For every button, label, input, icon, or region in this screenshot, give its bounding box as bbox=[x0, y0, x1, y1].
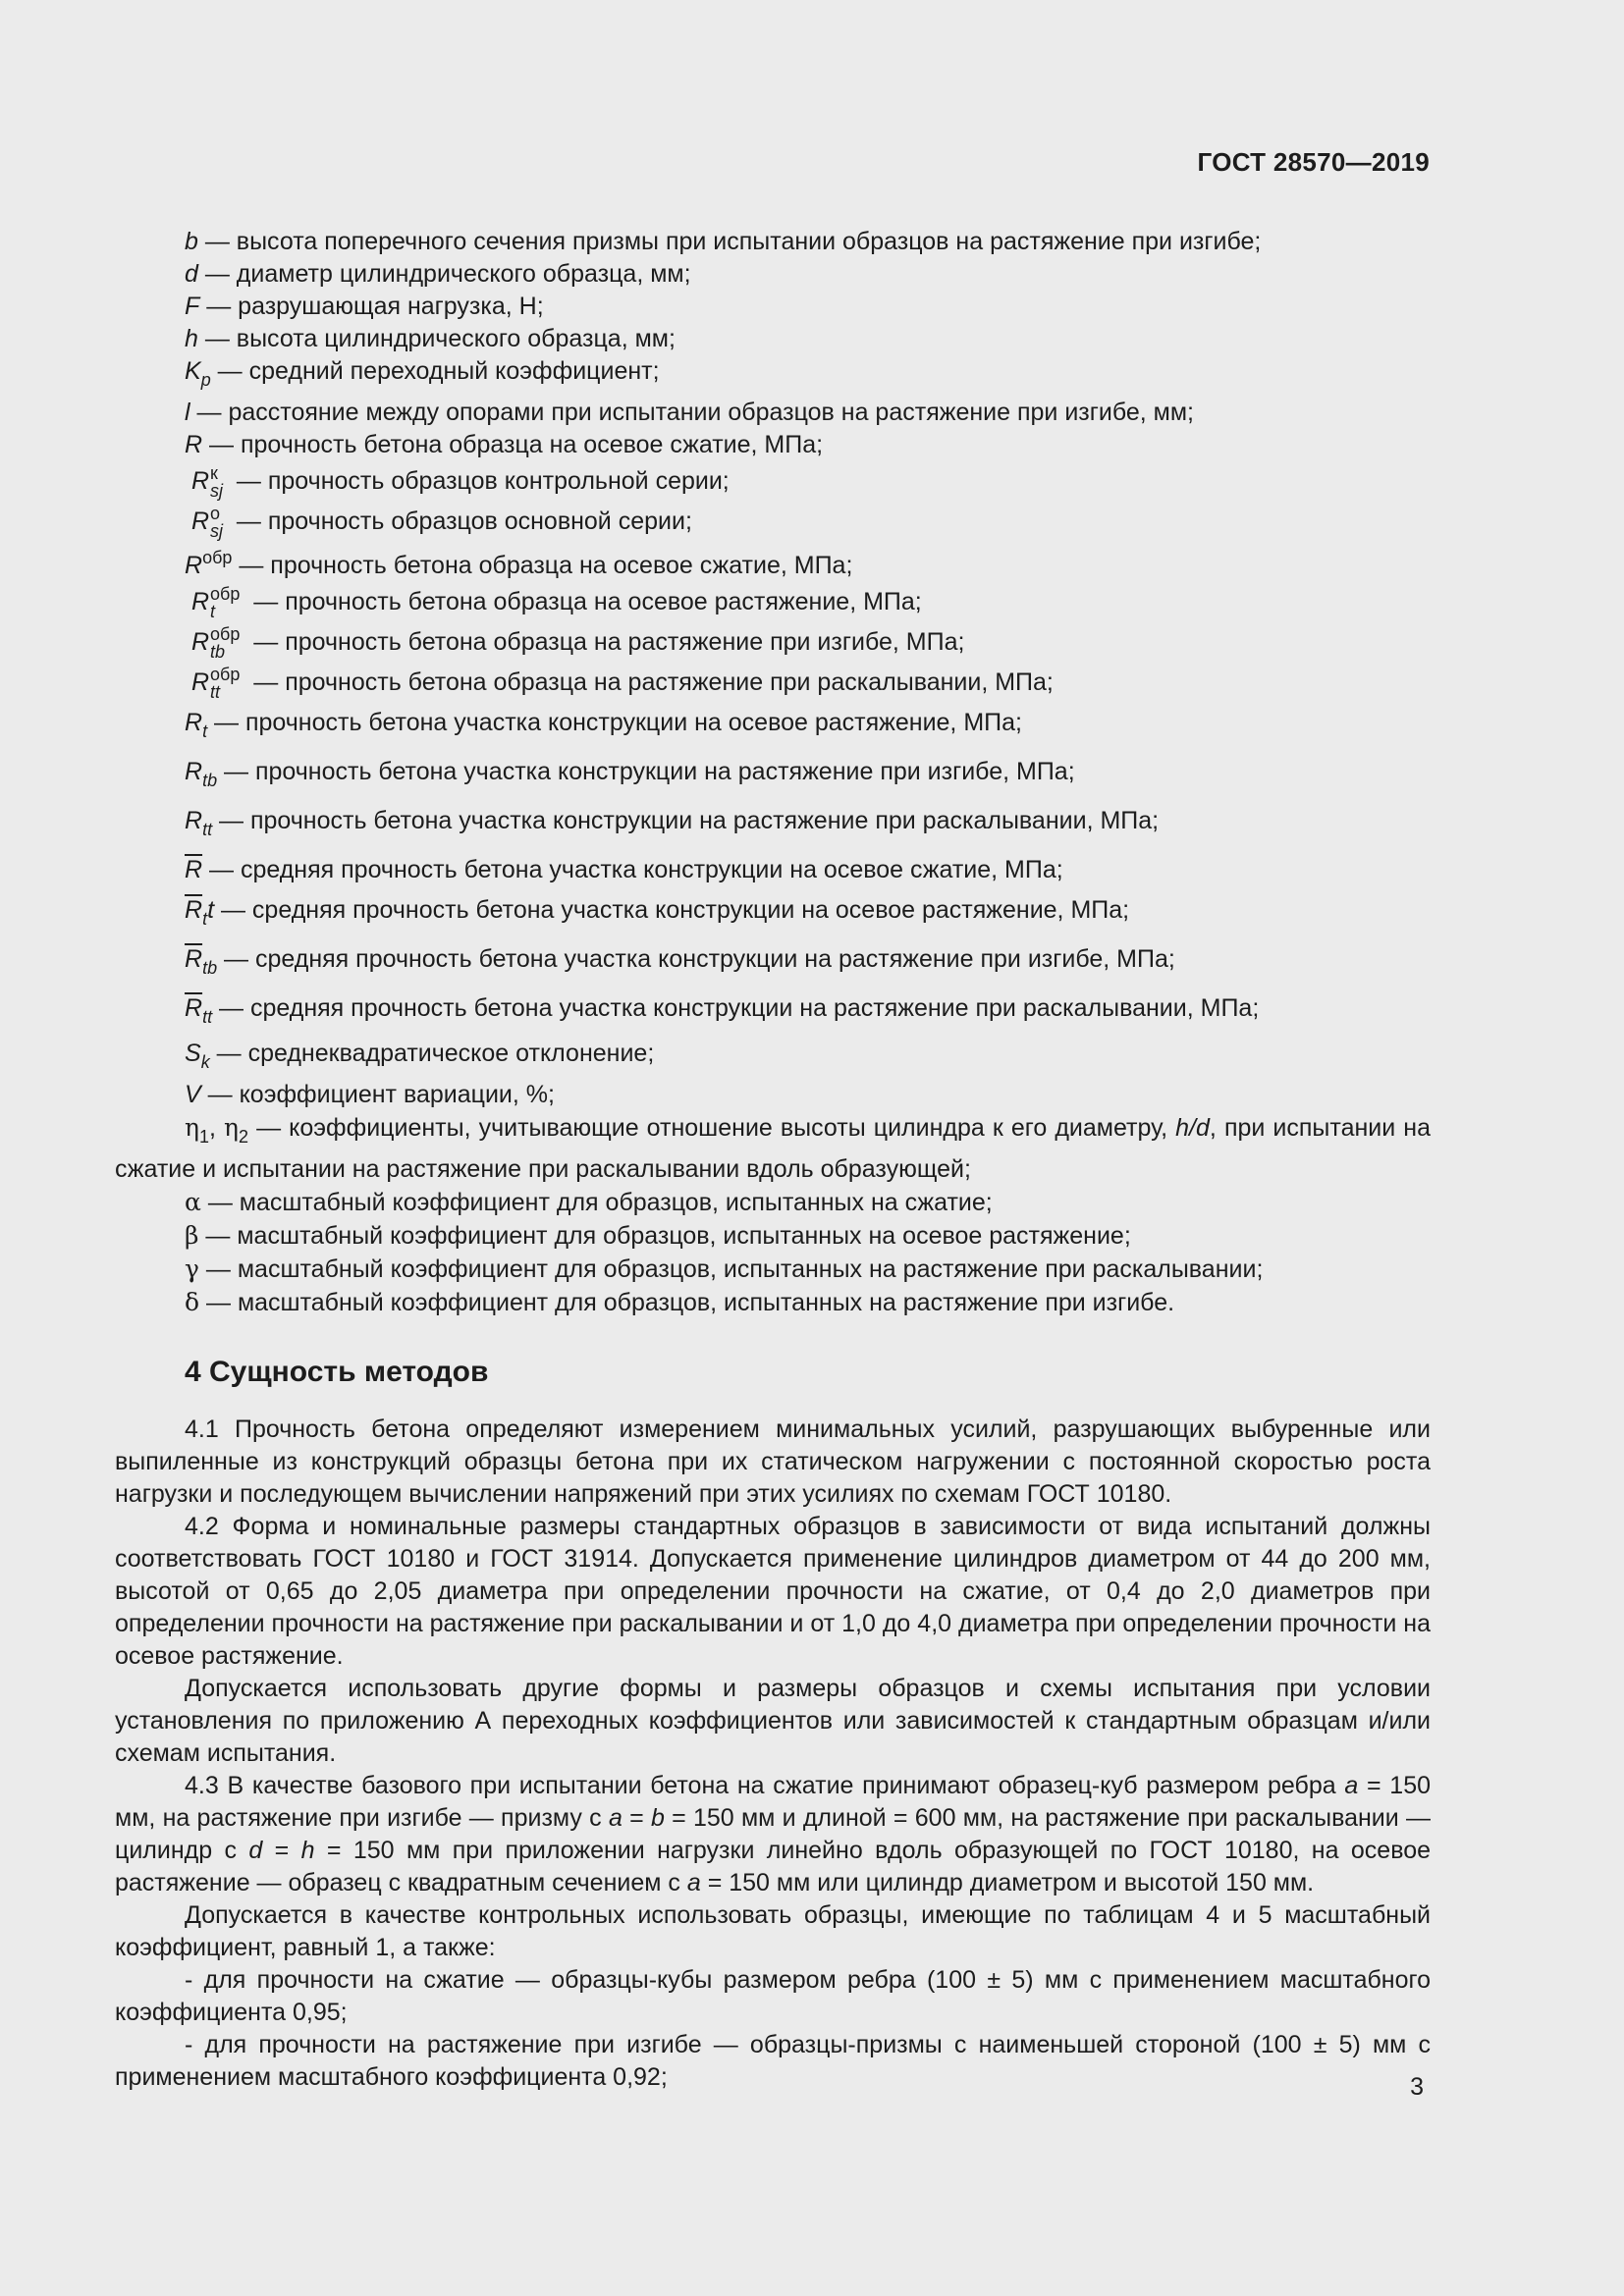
definition-Rtb-mean: $\overline{R}_{tb}$ — средняя прочность бетона участка конструкции на растяжение при изгибе, МПа; bbox=[185, 945, 1175, 978]
document-body bbox=[115, 226, 1431, 2094]
definition-Rt-obr: R обр t — прочность бетона образца на осевое растяжение, МПа; bbox=[190, 584, 922, 622]
list-item-bending: - для прочности на растяжение при изгибе — образцы-призмы с наименьшей стороной (100 ± 5) мм с применением масштабного коэффициента 0,92; bbox=[115, 2031, 1431, 2091]
definition-Rsj-main: R о sj — прочность образцов основной серии; bbox=[190, 504, 692, 542]
document-header: ГОСТ 28570—2019 bbox=[1197, 147, 1430, 177]
definition-V: V — коэффициент вариации, %; bbox=[185, 1081, 555, 1108]
definition-R-mean: $\overline{R}$ — средняя прочность бетона участка конструкции на осевое сжатие, МПа; bbox=[185, 856, 1063, 883]
definition-Rsj-control: R к sj — прочность образцов контрольной серии; bbox=[190, 463, 730, 502]
definition-l: l — расстояние между опорами при испытании образцов на растяжение при изгибе, мм; bbox=[185, 399, 1194, 426]
definition-beta: β — масштабный коэффициент для образцов, испытанных на осевое растяжение; bbox=[185, 1221, 1131, 1250]
definition-Rtb: $R_{tb}$ — прочность бетона участка конструкции на растяжение при изгибе, МПа; bbox=[185, 758, 1075, 790]
paragraph-4-3-note: Допускается в качестве контрольных использовать образцы, имеющие по таблицам 4 и 5 масштабный коэффициент, равный 1, а также: bbox=[115, 1901, 1431, 1961]
definition-Rtt-obr: R обр tt — прочность бетона образца на растяжение при раскалывании, МПа; bbox=[190, 665, 1054, 703]
definition-F: F — разрушающая нагрузка, Н; bbox=[185, 293, 544, 320]
definition-alpha: α — масштабный коэффициент для образцов, испытанных на сжатие; bbox=[185, 1188, 993, 1216]
paragraph-4-2-note: Допускается использовать другие формы и размеры образцов и схемы испытания при условии установления по приложению А переходных коэффициентов или зависимостей к стандартным образцам и/или схемам испытания. bbox=[115, 1675, 1431, 1767]
paragraph-4-2: 4.2 Форма и номинальные размеры стандартных образцов в зависимости от вида испытаний должны соответствовать ГОСТ 10180 и ГОСТ 31914. Допускается применение цилиндров диаметром от 44 до 200 мм, высотой от 0,65 до 2,05 диаметра при определении прочности на сжатие, от 0,4 до 2,0 диаметров при определении прочности на растяжение при раскалывании и от 1,0 до 4,0 диаметра при определении прочности на осевое растяжение. bbox=[115, 1513, 1431, 1670]
definition-Rtt-mean: $\overline{R}_{tt}$ — средняя прочность бетона участка конструкции на растяжение при раскалывании, МПа; bbox=[185, 994, 1260, 1027]
page-number: 3 bbox=[1410, 2073, 1424, 2101]
definition-Rt: $R_t$ — прочность бетона участка конструкции на осевое растяжение, МПа; bbox=[185, 709, 1022, 741]
definition-Sk: $S_k$ — среднеквадратическое отклонение; bbox=[185, 1040, 655, 1072]
definition-R: R — прочность бетона образца на осевое сжатие, МПа; bbox=[185, 431, 824, 458]
definition-Kp: $K_p$ — средний переходный коэффициент; bbox=[185, 357, 660, 390]
definition-d: d — диаметр цилиндрического образца, мм; bbox=[185, 260, 691, 288]
definition-Rtb-obr: R обр tb — прочность бетона образца на растяжение при изгибе, МПа; bbox=[190, 624, 965, 663]
list-item-compression: - для прочности на сжатие — образцы-кубы размером ребра (100 ± 5) мм с применением масштабного коэффициента 0,95; bbox=[115, 1966, 1431, 2026]
definition-Rt-mean: $\overline{R}_tt$ — средняя прочность бетона участка конструкции на осевое растяжение, МПа; bbox=[185, 896, 1130, 929]
definition-delta: δ — масштабный коэффициент для образцов, испытанных на растяжение при изгибе. bbox=[185, 1288, 1175, 1316]
paragraph-4-3: 4.3 В качестве базового при испытании бетона на сжатие принимают образец-куб размером ребра a = 150 мм, на растяжение при изгибе — призму с a = b = 150 мм и длиной = 600 мм, на растяжение при раскалывании — цилиндр с d = h = 150 мм при приложении нагрузки линейно вдоль образующей по ГОСТ 10180, на осевое растяжение — образец с квадратным сечением с a = 150 мм или цилиндр диаметром и высотой 150 мм. bbox=[115, 1772, 1432, 1896]
paragraph-4-1: 4.1 Прочность бетона определяют измерением минимальных усилий, разрушающих выбуренные или выпиленные из конструкций образцы бетона при их статическом нагружении с постоянной скоростью роста нагрузки и последующем вычислении напряжений при этих усилиях по схемам ГОСТ 10180. bbox=[115, 1415, 1431, 1508]
definition-gamma: γ — масштабный коэффициент для образцов, испытанных на растяжение при раскалывании; bbox=[185, 1255, 1264, 1283]
definition-eta: $\eta_1$, $\eta_2$ — коэффициенты, учитывающие отношение высоты цилиндра к его диаметру, h/d, при испытании на сжатие и испытании на растяжение при раскалывании вдоль образующей; bbox=[115, 1113, 1431, 1183]
section-title: 4 Сущность методов bbox=[185, 1356, 489, 1388]
definition-Robr: $R^{обр}$ — прочность бетона образца на осевое сжатие, МПа; bbox=[185, 548, 853, 579]
definition-Rtt: $R_{tt}$ — прочность бетона участка конструкции на растяжение при раскалывании, МПа; bbox=[185, 807, 1160, 839]
definition-b: b — высота поперечного сечения призмы при испытании образцов на растяжение при изгибе; bbox=[185, 228, 1262, 255]
definition-h: h — высота цилиндрического образца, мм; bbox=[185, 325, 676, 352]
